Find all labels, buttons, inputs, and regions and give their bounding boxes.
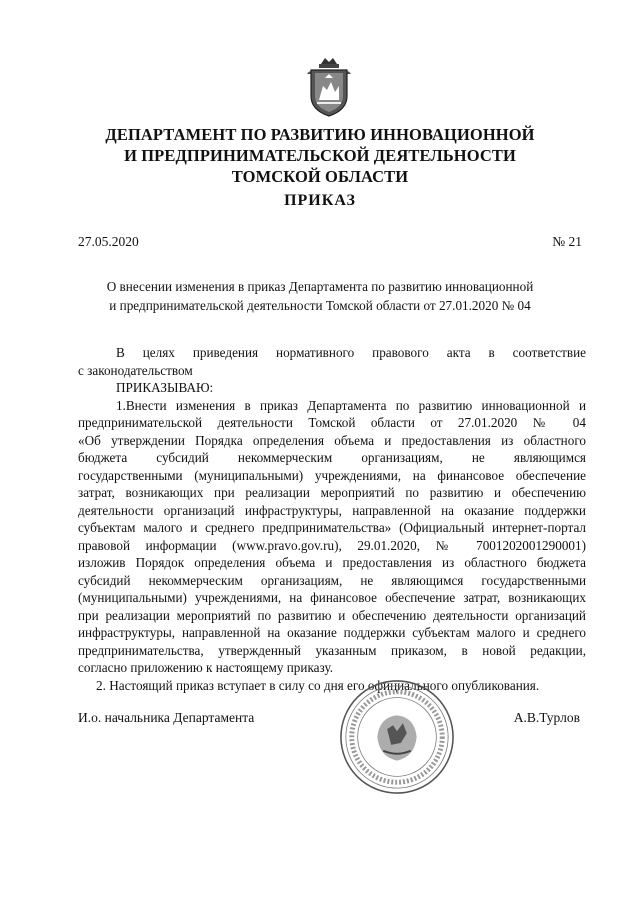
purpose-line-2: с законодательством bbox=[78, 362, 193, 378]
item1-line: субъектам малого и среднего предпринимательства» (Официальный интернет-портал bbox=[78, 520, 586, 535]
item1-line: (муниципальными) учреждениями, на финансовое обеспечение затрат, возникающих bbox=[78, 590, 586, 605]
signatory-position: И.о. начальника Департамента bbox=[78, 710, 255, 725]
item1-line: правовой информации (www.pravo.gov.ru), 29.01.2020, № 7001202001290001) bbox=[78, 537, 586, 553]
item1-line: инфраструктуры, направленной на оказание поддержки субъектам малого и среднего bbox=[78, 625, 586, 640]
order-word: ПРИКАЗЫВАЮ: bbox=[116, 380, 214, 395]
item1-line: бюджета субсидий некоммерческим организациям, не являющимся bbox=[78, 450, 586, 465]
item1-line: затрат, возникающих при реализации мероприятий по развитию и обеспечению bbox=[78, 485, 586, 500]
item1-line: субсидий некоммерческим организациям, не являющимся государственными bbox=[78, 572, 586, 588]
item1-line: при реализации мероприятий по развитию и обеспечению деятельности организаций bbox=[78, 607, 586, 623]
item1-line: изложив Порядок определения объема и предоставления из областного бюджета bbox=[78, 555, 586, 570]
document-body bbox=[78, 344, 586, 694]
coat-of-arms-icon bbox=[305, 56, 353, 118]
item1-line: предпринимательской деятельности Томской области от 27.01.2020 № 04 bbox=[78, 415, 586, 430]
official-seal-icon bbox=[338, 678, 456, 796]
document-date: 27.05.2020 bbox=[78, 234, 139, 249]
item1-line: 1.Внести изменения в приказ Департамента по развитию инновационной и bbox=[116, 397, 586, 413]
item1-line: государственными (муниципальными) учреждениями, на финансовое обеспечение bbox=[78, 467, 586, 483]
org-name-line-3: ТОМСКОЙ ОБЛАСТИ bbox=[231, 167, 409, 186]
org-name-line-2: И ПРЕДПРИНИМАТЕЛЬСКОЙ ДЕЯТЕЛЬНОСТИ bbox=[124, 146, 516, 165]
purpose-line-1: В целях приведения нормативного правового акта в соответствие bbox=[116, 345, 586, 360]
document-number: № 21 bbox=[552, 234, 582, 249]
item1-line: предпринимательства, утвержденный указанным приказом, в новой редакции, bbox=[78, 642, 586, 658]
subject-line-1: О внесении изменения в приказ Департамента по развитию инновационной bbox=[106, 279, 534, 294]
org-name-line-1: ДЕПАРТАМЕНТ ПО РАЗВИТИЮ ИННОВАЦИОННОЙ bbox=[105, 125, 535, 144]
signatory-name: А.В.Турлов bbox=[513, 710, 580, 725]
item1-line: «Об утверждении Порядка определения объема и предоставления из областного bbox=[78, 432, 586, 448]
subject-line-2: и предпринимательской деятельности Томской области от 27.01.2020 № 04 bbox=[109, 298, 531, 313]
item2-line: 2. Настоящий приказ вступает в силу со дня его официального опубликования. bbox=[96, 677, 540, 693]
document-type: ПРИКАЗ bbox=[284, 192, 356, 209]
item1-line: согласно приложению к настоящему приказу. bbox=[78, 660, 334, 675]
item1-line: деятельности организаций инфраструктуры, направленной на оказание поддержки bbox=[78, 502, 586, 518]
